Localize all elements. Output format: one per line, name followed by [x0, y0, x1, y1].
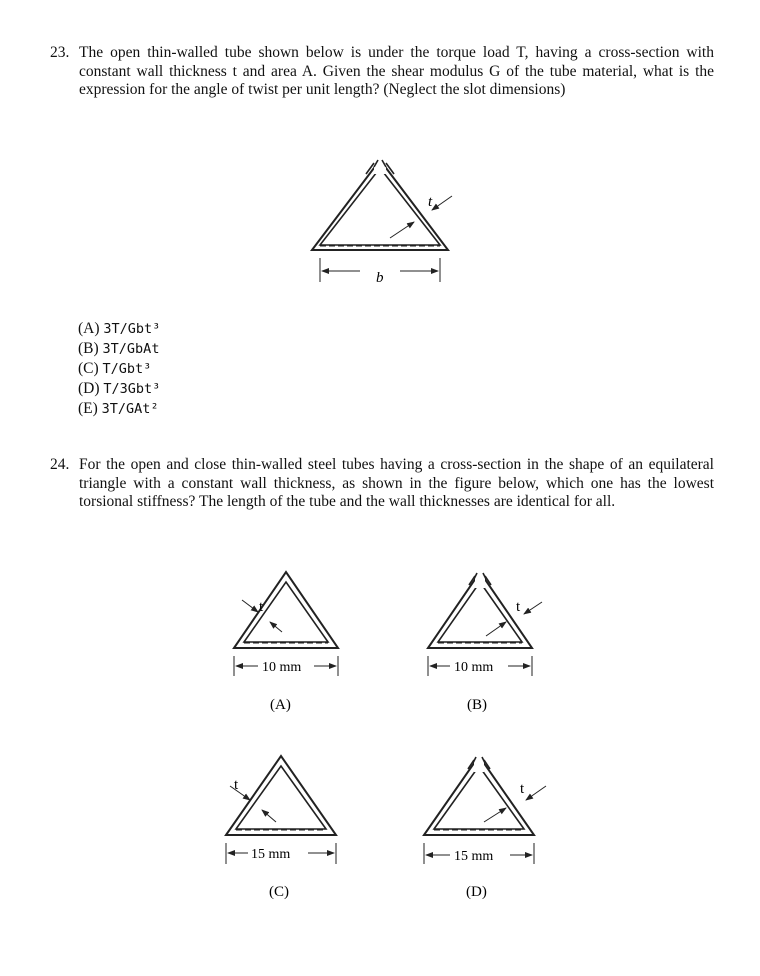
- q24-c-thickness-label: t: [234, 777, 239, 793]
- q23-dimension-label: b: [376, 270, 384, 286]
- option-a: (A) 3T/Gbt³: [78, 320, 161, 337]
- q24-b-thickness-label: t: [516, 599, 521, 615]
- question-24-text: For the open and close thin-walled steel tubes having a cross-section in the shape of an equilateral triangle with a constant wall thickness, as shown in the figure below, which one has the lowest torsional stiffness? The length of the tube and the wall thicknesses are identical for all.: [79, 456, 714, 510]
- q23-triangle-figure: [312, 150, 452, 282]
- question-23-number: 23.: [50, 44, 70, 61]
- q24-a-label: (A): [270, 697, 291, 713]
- q24-c-label: (C): [269, 884, 289, 900]
- option-b: (B) 3T/GbAt: [78, 340, 160, 357]
- q23-thickness-label: t: [428, 194, 433, 210]
- option-d: (D) T/3Gbt³: [78, 380, 161, 397]
- q24-b-label: (B): [467, 697, 487, 713]
- q24-d-dimension: 15 mm: [454, 849, 494, 864]
- question-24-number: 24.: [50, 456, 70, 473]
- option-e: (E) 3T/GAt²: [78, 400, 159, 417]
- q24-d-label: (D): [466, 884, 487, 900]
- q24-a-dimension: 10 mm: [262, 660, 302, 675]
- q24-d-thickness-label: t: [520, 781, 525, 797]
- q24-b-dimension: 10 mm: [454, 660, 494, 675]
- q24-c-dimension: 15 mm: [251, 847, 291, 862]
- option-c: (C) T/Gbt³: [78, 360, 152, 377]
- q24-a-thickness-label: t: [259, 599, 264, 615]
- question-23-text: The open thin-walled tube shown below is under the torque load T, having a cross-section with constant wall thickness t and area A. Given the shear modulus G of the tube material, what is the expression for the angle of twist per unit length? (Neglect the slot dimensions): [79, 44, 714, 98]
- q24-figure-d: [424, 750, 546, 864]
